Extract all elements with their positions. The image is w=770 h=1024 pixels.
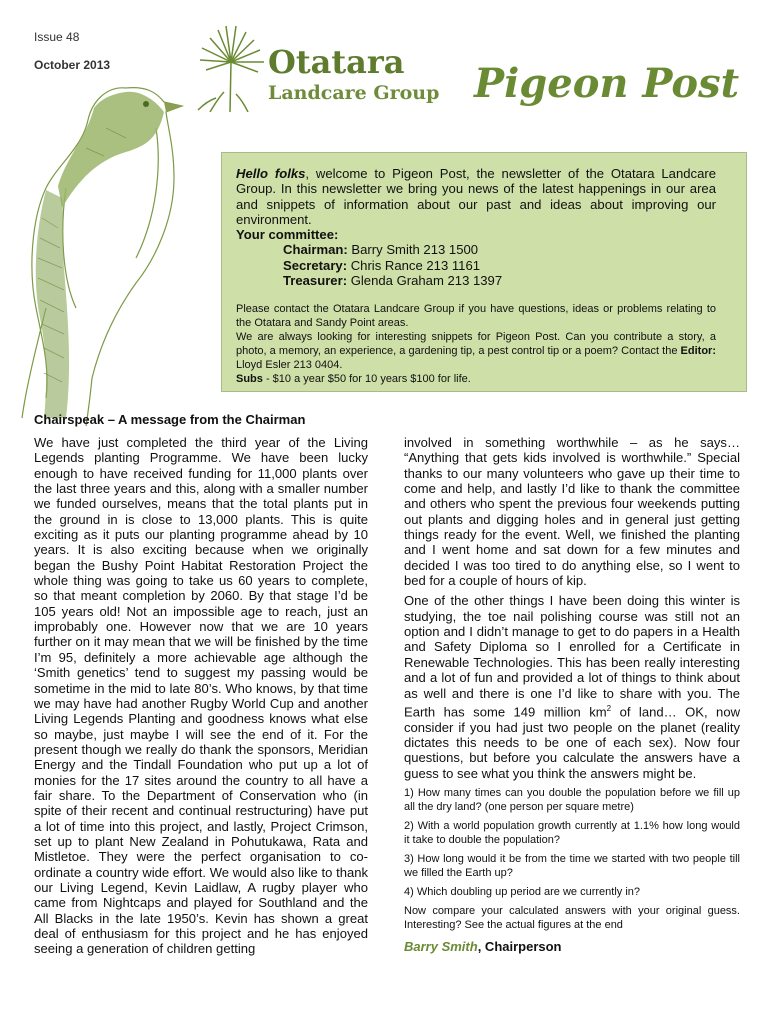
issue-date: October 2013 (34, 58, 111, 72)
intro-greeting: Hello folks (236, 166, 306, 181)
question-item: 3) How long would it be from the time we started with two people till we filled the Earth up? (404, 852, 740, 879)
kereru-pigeon-illustration (6, 68, 216, 428)
committee-label: Your committee: (236, 227, 339, 243)
signature: Barry Smith, Chairperson (404, 938, 562, 954)
subs-text: - $10 a year $50 for 10 years $100 for life. (262, 373, 471, 386)
question-item: 1) How many times can you double the population before we fill up all the dry land? (one person per square metre) (404, 786, 740, 813)
newsletter-title: Pigeon Post (474, 60, 740, 107)
article-column-right (404, 435, 740, 954)
section-heading: Chairspeak – A message from the Chairman (34, 412, 306, 427)
brand-subtitle: Landcare Group (268, 82, 440, 104)
subs-label: Subs (236, 373, 263, 386)
contact-info (236, 302, 716, 386)
committee-member: Chairman: Barry Smith 213 1500 (283, 242, 479, 258)
article-paragraph: We have just completed the third year of the Living Legends planting Programme. We have been lucky enough to have received funding for 11,000 plants over the last three years and this, along with a smaller number we funded ourselves, means that the total plants put in the ground in is close to 13,000 plants. This is quite exciting as it puts our planting programme ahead by 10 years. It is also exciting because when we originally began the Bushy Point Habitat Restoration Project the whole thing was going to take us 60 years to complete, so that meant completion by 2060. By that stage I’d be 105 years old! Not an impossible age to reach, just an improbably one. However now that we are 10 years further on it may mean that we will be finished by the time I’m 95, definitely a more achievable age although the ‘Smith genetics’ tend to suggest my passing would be sometime in the mid to late 80’s. Who knows, by that time we may have had another Rugby World Cup and another Living Legends Planting and goodness knows what else so maybe, just maybe I will see the end of it. For the present though we really do thank the sponsors, Meridian Energy and the Tindall Foundation who put up a lot of monies for the 17 sites around the country to all have a fair share. To the Department of Conservation who (in spite of their recent and continual restructuring) have put a lot of time into this project, and lastly, Project Crimson, set up to plant New Zealand in Pohutukawa, Rata and Mistletoe. They were the perfect organisation to co-ordinate a country wide effort. We would also like to thank our Living Legend, Kevin Laidlaw, A rugby player who came from Nightcaps and played for Southland and the All Blacks in the late 1950’s. Kevin has shown a great deal of enthusiasm for this project and he has enjoyed seeing a generation of children getting (34, 435, 368, 957)
article-paragraph: involved in something worthwhile – as he says… “Anything that gets kids involved is worthwhile.” Special thanks to our many volunteers who gave up their time to come and help, and lastly I’d like to thank the committee and others who spent the previous four weekends putting out plants and digging holes and in general just getting things ready for the event. Well, we finished the planting and I went home and sat down for a few minutes and decided I was too tired to do anything else, so I went to bed for a couple of hours of kip. (404, 435, 740, 589)
contact-text: Please contact the Otatara Landcare Group if you have questions, ideas or problems relating to the Otatara and Sandy Point areas. (236, 303, 716, 330)
closing-text: Now compare your calculated answers with your original guess. Interesting? See the actual figures at the end (404, 904, 740, 931)
committee-member: Secretary: Chris Rance 213 1161 (283, 257, 481, 273)
editor-name: Lloyd Esler 213 0404. (236, 359, 343, 372)
brand-name: Otatara (268, 43, 405, 81)
article-column-left (34, 435, 368, 957)
article-paragraph: One of the other things I have been doing this winter is studying, the toe nail polishing course was still not an option and I didn’t manage to get to do papers in a Health and Safety Diploma so I enrolled for a Certificate in Renewable Technologies. This has been really interesting and a lot of fun and provided a lot of things to think about as well and there is one I’d like to share with you. The Earth has some 149 million $km^2$ of land… OK, now consider if you had just two people on the planet (reality dictates this needs to be one of each sex). Now four questions, but before you calculate the answers have a guess to see what you think the answers might be. (404, 593, 740, 781)
question-item: 2) With a world population growth currently at 1.1% how long would it take to double the population? (404, 819, 740, 846)
contribute-text: We are always looking for interesting snippets for Pigeon Post. Can you contribute a story, a photo, a memory, an experience, a gardening tip, a pest control tip or a poem? Contact the (236, 331, 716, 358)
issue-number: Issue 48 (34, 30, 80, 44)
intro-paragraph (236, 166, 716, 227)
editor-label: Editor: (680, 345, 716, 358)
intro-box (221, 152, 747, 392)
cabbage-tree-logo-icon (190, 22, 272, 112)
intro-text: , welcome to Pigeon Post, the newsletter of the Otatara Landcare Group. In this newsletter we bring you news of the latest happenings in our area and snippets of information about our past and ideas about improving our environment. (236, 166, 716, 227)
committee-member: Treasurer: Glenda Graham 213 1397 (283, 273, 503, 289)
question-item: 4) Which doubling up period are we currently in? (404, 885, 641, 898)
